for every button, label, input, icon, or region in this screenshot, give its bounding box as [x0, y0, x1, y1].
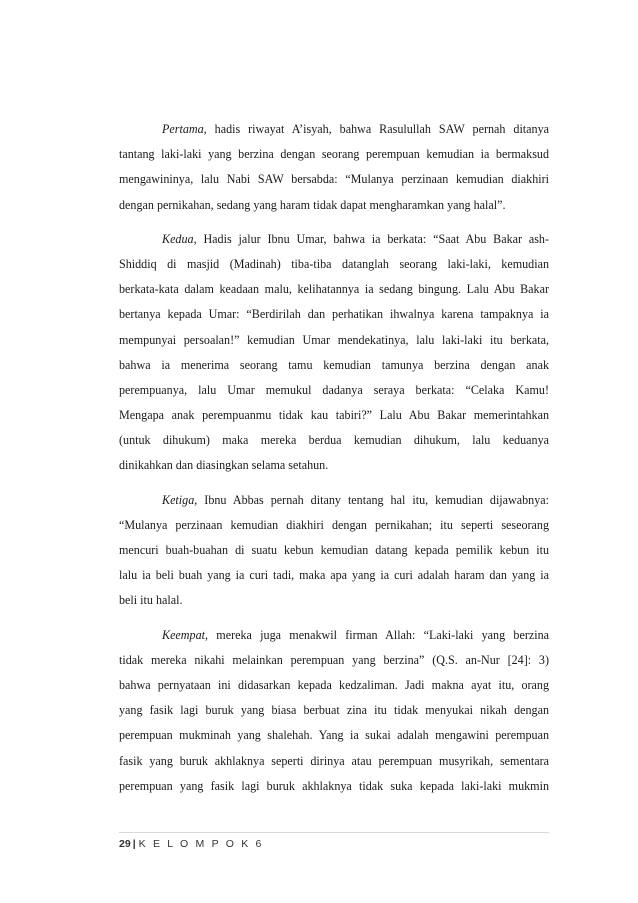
text-line: perempuanya, lalu Umar memukul dadanya seraya berkata: “Celaka Kamu!	[119, 382, 549, 397]
text-line: mengawininya, lalu Nabi SAW bersabda: “Mulanya perzinaan kemudian diakhiri	[119, 172, 549, 187]
text-line	[119, 488, 549, 513]
line-text: mereka juga menakwil firman Allah: “Laki-laki yang berzina	[208, 627, 549, 642]
paragraph-lead: Pertama,	[162, 122, 207, 136]
line-text: hadis riwayat A’isyah, bahwa Rasulullah SAW pernah ditanya	[206, 122, 549, 136]
footer-group-label: K E L O M P O K 6	[138, 838, 264, 850]
text-line: mempunyai persoalan!” kemudian Umar mendekatinya, lalu laki-laki itu berkata,	[119, 332, 549, 347]
text-line: berkata-kata dalam keadaan malu, kelihatannya ia sedang bingung. Lalu Abu Bakar	[119, 282, 549, 297]
paragraph-lead: Kedua,	[162, 231, 197, 246]
footer-divider	[119, 832, 549, 833]
text-line	[119, 227, 549, 252]
text-line: dengan pernikahan, sedang yang haram tidak dapat mengharamkan yang halal”.	[119, 197, 506, 212]
line-text: Ibnu Abbas pernah ditany tentang hal itu, kemudian dijawabnya:	[197, 492, 549, 507]
page-footer	[119, 838, 264, 850]
page-number: 29	[119, 838, 131, 850]
text-line: bahwa pernyataan ini didasarkan kepada kedzaliman. Jadi makna ayat itu, orang	[119, 677, 549, 692]
paragraph-lead: Keempat,	[162, 627, 209, 642]
document-body	[119, 117, 549, 799]
text-line: perempuan mukminah yang shalehah. Yang ia sukai adalah mengawini perempuan	[119, 728, 549, 743]
paragraph-ketiga	[119, 488, 549, 614]
paragraph-pertama	[119, 117, 549, 218]
text-line: fasik yang buruk akhlaknya seperti dirinya atau perempuan musyrikah, sementara	[119, 753, 549, 768]
text-line	[119, 117, 549, 142]
paragraph-lead: Ketiga,	[162, 492, 198, 507]
line-text: Hadis jalur Ibnu Umar, bahwa ia berkata: “Saat Abu Bakar ash-	[196, 231, 549, 246]
text-line: bertanya kepada Umar: “Berdirilah dan perhatikan ihwalnya karena tampaknya ia	[119, 307, 549, 322]
text-line: perempuan yang fasik lagi buruk akhlaknya tidak suka kepada laki-laki mukmin	[119, 778, 549, 793]
text-line: tidak mereka nikahi melainkan perempuan yang berzina” (Q.S. an-Nur [24]: 3)	[119, 652, 549, 667]
text-line	[119, 623, 549, 648]
footer-separator: |	[132, 838, 136, 850]
text-line: mencuri buah-buahan di suatu kebun kemudian datang kepada pemilik kebun itu	[119, 543, 549, 557]
text-line: beli itu halal.	[119, 593, 183, 608]
text-line: tantang laki-laki yang berzina dengan seorang perempuan kemudian ia bermaksud	[119, 147, 549, 162]
paragraph-kedua	[119, 227, 549, 479]
text-line: lalu ia beli buah yang ia curi tadi, maka apa yang ia curi adalah haram dan yang ia	[119, 568, 549, 583]
text-line: “Mulanya perzinaan kemudian diakhiri dengan pernikahan; itu seperti seseorang	[119, 517, 549, 532]
text-line: bahwa ia menerima seorang tamu kemudian tamunya berzina dengan anak	[119, 357, 549, 372]
paragraph-keempat	[119, 623, 549, 799]
text-line: Shiddiq di masjid (Madinah) tiba-tiba datanglah seorang laki-laki, kemudian	[119, 256, 549, 271]
text-line: Mengapa anak perempuanmu tidak kau tabiri?” Lalu Abu Bakar memerintahkan	[119, 408, 549, 423]
text-line: (untuk dihukum) maka mereka berdua kemudian dihukum, lalu keduanya	[119, 433, 549, 448]
text-line: dinikahkan dan diasingkan selama setahun.	[119, 458, 329, 473]
text-line: yang fasik lagi buruk yang biasa berbuat zina itu tidak menyukai nikah dengan	[119, 703, 549, 718]
